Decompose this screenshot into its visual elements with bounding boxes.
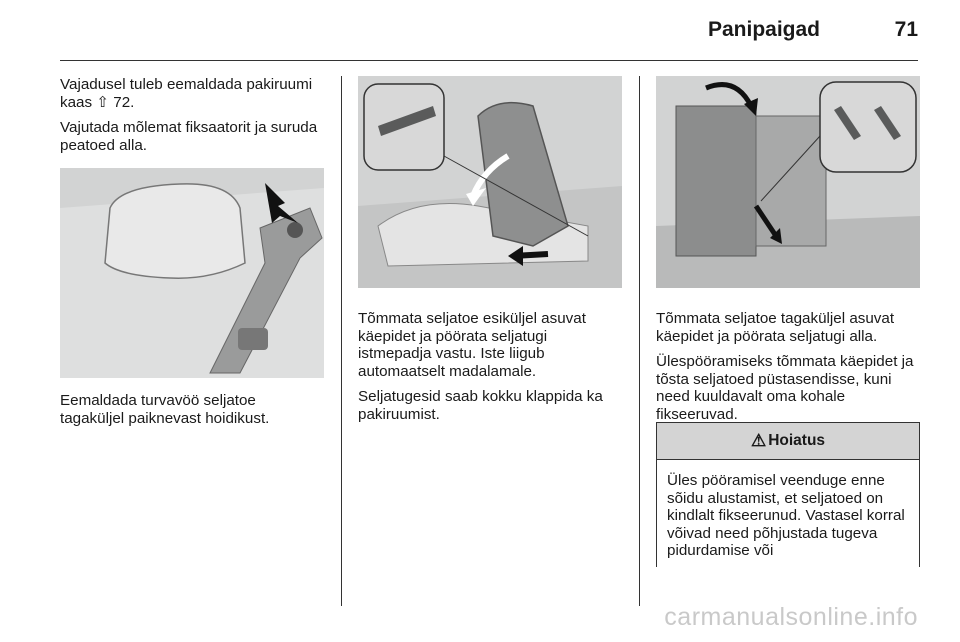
- watermark: carmanualsonline.info: [664, 603, 918, 631]
- paragraph-pull-rear-handle: Tõmmata seljatoe tagaküljel asuvat käepidet ja pöörata seljatugi alla.: [656, 310, 895, 345]
- arrow-ref-icon: ⇧: [96, 93, 110, 111]
- paragraph-text: Vajadusel tuleb eemaldada pakiruumi kaas: [60, 76, 313, 111]
- column-2: [358, 76, 622, 431]
- page-number: 71: [894, 18, 918, 41]
- warning-triangle-icon: ⚠: [750, 431, 767, 450]
- column-3: [656, 76, 920, 431]
- warning-text: Üles pööramisel veenduge enne sõidu alustamist, et seljatoed on kindlalt fikseerunud. Vastasel korral võivad need põhjustada tugeva pidurdamise või: [667, 472, 905, 559]
- warning-header: [657, 423, 919, 460]
- paragraph-fold-from-trunk: Seljatugesid saab kokku klappida ka pakiruumist.: [358, 388, 603, 423]
- figure-headrest: [60, 168, 324, 378]
- column-1: [60, 76, 324, 435]
- header-rule: [60, 60, 918, 61]
- figure-fold-rear: [656, 76, 920, 288]
- page-title: Panipaigad: [707, 18, 820, 41]
- paragraph-raise-backrest: Ülespööramiseks tõmmata käepidet ja tõsta seljatoed püstasendisse, kuni need kuuldavalt oma kohale fikseeruvad.: [656, 353, 914, 423]
- paragraph-remove-belt: Eemaldada turvavöö seljatoe tagaküljel paiknevast hoidikust.: [60, 392, 270, 427]
- page-reference: 72.: [109, 93, 135, 111]
- column-divider-2: [639, 76, 640, 606]
- paragraph-pull-front-handle: Tõmmata seljatoe esiküljel asuvat käepidet ja pöörata seljatugi istmepadja vastu. Iste liigub automaatselt madalamale.: [358, 310, 586, 380]
- warning-title: Hoiatus: [768, 432, 826, 449]
- paragraph-press-latches: Vajutada mõlemat fiksaatorit ja suruda peatoed alla.: [60, 119, 318, 154]
- warning-box: [656, 422, 920, 567]
- figure-fold-front: [358, 76, 622, 288]
- paragraph-remove-cover: [60, 76, 324, 111]
- warning-body: [657, 460, 919, 560]
- column-divider-1: [341, 76, 342, 606]
